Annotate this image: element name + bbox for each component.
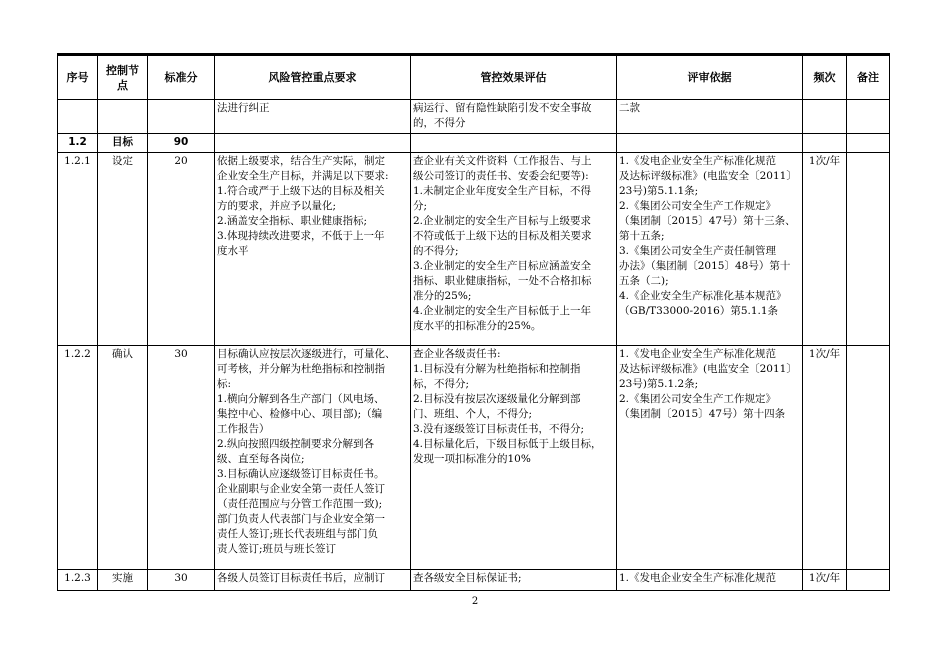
item-evaluation: [411, 346, 617, 570]
header-node-line: 点: [117, 78, 128, 92]
cell-text-line: 可考核，并分解为杜绝指标和控制指: [217, 363, 385, 375]
cell-text-line: （集团制〔2015〕47号）第十四条: [619, 408, 786, 420]
cell-text-line: 度水平的扣标准分的25%。: [413, 320, 542, 332]
cell-text-line: （GB/T33000-2016）第5.1.1条: [619, 305, 779, 317]
item-no: 1.2.2: [58, 346, 98, 570]
cell-text-line: 23号)第5.1.1条;: [619, 185, 699, 197]
cell-text-line: 3.企业制定的安全生产目标应涵盖安全: [413, 260, 592, 272]
section-row: [58, 134, 890, 153]
table-row: [58, 570, 890, 591]
cell-text-line: 查企业有关文件资料（工作报告、与上: [413, 155, 592, 167]
section-no: 1.2: [58, 134, 98, 153]
header-remark: 备注: [847, 56, 890, 100]
cell-text-line: 2.涵盖安全指标、职业健康指标;: [217, 215, 368, 227]
header-score: 标准分: [148, 56, 215, 100]
header-basis: 评审依据: [617, 56, 803, 100]
header-node-line: 控制节: [106, 63, 139, 77]
item-score: 20: [148, 153, 215, 346]
item-basis: [617, 153, 803, 346]
cell-text-line: 标，不得分;: [413, 378, 470, 390]
cell-text-line: 3.没有逐级签订目标责任书，不得分;: [413, 423, 585, 435]
header-requirement: 风险管控重点要求: [215, 56, 411, 100]
cell-text-line: 的不得分;: [413, 245, 459, 257]
item-no: 1.2.1: [58, 153, 98, 346]
cell-text-line: 2.《集团公司安全生产工作规定》: [619, 200, 777, 212]
cell-text-line: 查企业各级责任书:: [413, 348, 501, 360]
cell-text-line: 1.《发电企业安全生产标准化规范: [619, 572, 777, 584]
cell-text-line: 方的要求，并应予以量化;: [217, 200, 337, 212]
cell-text-line: 1.《发电企业安全生产标准化规范: [619, 348, 777, 360]
item-score: 30: [148, 570, 215, 591]
cell-text-line: 1.《发电企业安全生产标准化规范: [619, 155, 777, 167]
continued-row: [58, 100, 890, 134]
cell-text-line: 1.横向分解到各生产部门（风电场、: [217, 393, 385, 405]
item-no: 1.2.3: [58, 570, 98, 591]
cell-text-line: 办法》（集团制〔2015〕48号）第十: [619, 260, 791, 272]
cell-text-line: 23号)第5.1.2条;: [619, 378, 699, 390]
cell-text-line: 责任人签订;班长代表班组与部门负: [217, 528, 379, 540]
item-frequency: 1次/年: [803, 153, 847, 346]
cell-text-line: 五条（二);: [619, 275, 669, 287]
cell-text-line: 级公司签订的责任书、安委会纪要等):: [413, 170, 589, 182]
table-row: [58, 346, 890, 570]
header-frequency: 频次: [803, 56, 847, 100]
standard-table: [57, 55, 890, 591]
cell-text-line: 企业副职与企业安全第一责任人签订: [217, 483, 385, 495]
item-requirement: [215, 153, 411, 346]
cell-text-line: 第十五条;: [619, 230, 665, 242]
cell-text-line: 工作报告）: [217, 423, 270, 435]
cell-text-line: 4.目标量化后，下级目标低于上级目标，: [413, 438, 602, 450]
cell-text-line: 2.企业制定的安全生产目标与上级要求: [413, 215, 592, 227]
section-score: 90: [148, 134, 215, 153]
cont-requirement: [215, 100, 411, 134]
cell-text-line: 企业安全生产目标，并满足以下要求:: [217, 170, 389, 182]
cell-text-line: 2.目标没有按层次逐级量化分解到部: [413, 393, 581, 405]
item-evaluation: [411, 570, 617, 591]
cell-text-line: 4.企业制定的安全生产目标低于上一年: [413, 305, 592, 317]
item-frequency: 1次/年: [803, 570, 847, 591]
cell-text-line: 责人签订;班员与班长签订: [217, 543, 337, 555]
cell-text-line: 3.体现持续改进要求，不低于上一年: [217, 230, 385, 242]
cell-text-line: 4.《企业安全生产标准化基本规范》: [619, 290, 787, 302]
item-basis: [617, 346, 803, 570]
cell-text-line: 病运行、留有隐性缺陷引发不安全事故: [413, 102, 592, 114]
cont-evaluation: [411, 100, 617, 134]
cell-text-line: 二款: [619, 102, 640, 114]
cell-text-line: （集团制〔2015〕47号）第十三条、: [619, 215, 796, 227]
cell-text-line: 及达标评级标准》(电监安全〔2011〕: [619, 170, 797, 182]
cell-text-line: 及达标评级标准》(电监安全〔2011〕: [619, 363, 797, 375]
cell-text-line: 部门负责人代表部门与企业安全第一: [217, 513, 385, 525]
page-number: 2: [471, 596, 479, 607]
item-frequency: 1次/年: [803, 346, 847, 570]
header-row: [58, 56, 890, 100]
cell-text-line: 目标确认应按层次逐级进行，可量化、: [217, 348, 396, 360]
cell-text-line: 3.目标确认应逐级签订目标责任书。: [217, 468, 385, 480]
cell-text-line: 集控中心、检修中心、项目部);（编: [217, 408, 383, 420]
cell-text-line: 1.未制定企业年度安全生产目标，不得: [413, 185, 592, 197]
cell-text-line: 门、班组、个人，不得分;: [413, 408, 533, 420]
item-requirement: [215, 570, 411, 591]
cell-text-line: 2.纵向按照四级控制要求分解到各: [217, 438, 375, 450]
cell-text-line: 不符或低于上级下达的目标及相关要求: [413, 230, 592, 242]
header-node: [98, 56, 148, 100]
cell-text-line: 标:: [217, 378, 232, 390]
cell-text-line: 级、直至每各岗位;: [217, 453, 305, 465]
item-node: 确认: [98, 346, 148, 570]
cell-text-line: 各级人员签订目标责任书后，应制订: [217, 572, 385, 584]
cell-text-line: 的，不得分: [413, 117, 466, 129]
section-node: 目标: [98, 134, 148, 153]
cell-text-line: 3.《集团公司安全生产责任制管理: [619, 245, 777, 257]
cell-text-line: 分;: [413, 200, 428, 212]
cell-text-line: 度水平: [217, 245, 249, 257]
item-basis: [617, 570, 803, 591]
item-requirement: [215, 346, 411, 570]
cont-basis: [617, 100, 803, 134]
cell-text-line: 1.符合或严于上级下达的目标及相关: [217, 185, 385, 197]
cell-text-line: 1.目标没有分解为杜绝指标和控制指: [413, 363, 581, 375]
cell-text-line: 查各级安全目标保证书;: [413, 572, 522, 584]
cell-text-line: 2.《集团公司安全生产工作规定》: [619, 393, 777, 405]
cell-text-line: 发现一项扣标准分的10%: [413, 453, 531, 465]
item-node: 实施: [98, 570, 148, 591]
cell-text-line: 指标、职业健康指标，一处不合格扣标: [413, 275, 592, 287]
cell-text-line: （责任范围应与分管工作范围一致);: [217, 498, 383, 510]
cell-text-line: 法进行纠正: [217, 102, 270, 114]
item-node: 设定: [98, 153, 148, 346]
cell-text-line: 依据上级要求，结合生产实际，制定: [217, 155, 385, 167]
item-score: 30: [148, 346, 215, 570]
cell-text-line: 准分的25%;: [413, 290, 472, 302]
item-evaluation: [411, 153, 617, 346]
header-evaluation: 管控效果评估: [411, 56, 617, 100]
table-row: [58, 153, 890, 346]
header-no: 序号: [58, 56, 98, 100]
